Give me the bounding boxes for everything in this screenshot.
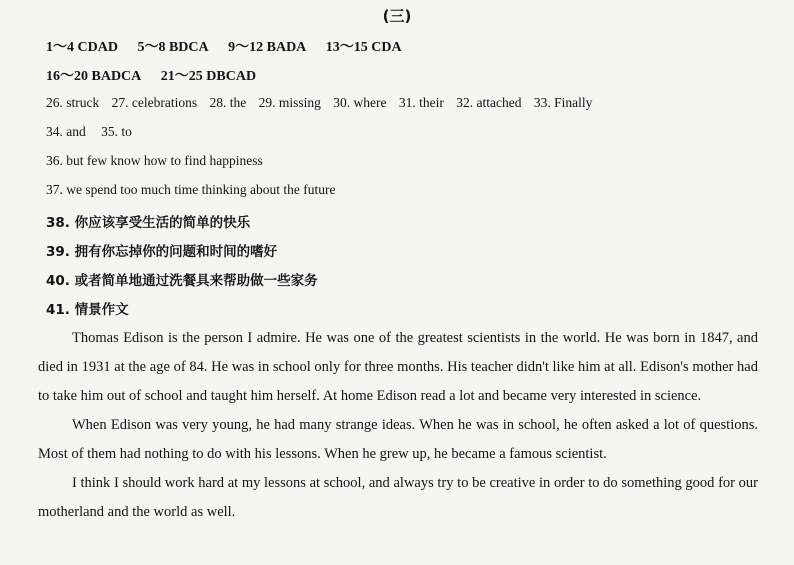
fill-row-2 <box>46 124 148 140</box>
fill-answer: 28. the <box>209 95 247 110</box>
fill-answer: 33. Finally <box>533 95 593 110</box>
fill-answer: 26. struck <box>46 95 100 110</box>
fill-answer: 29. missing <box>258 95 321 110</box>
essay-paragraph-3: I think I should work hard at my lessons at school, and always try to be creative in order to do something good for our motherland and the world as well. <box>38 475 758 520</box>
fill-row-1 <box>46 95 592 111</box>
essay-paragraph-1: Thomas Edison is the person I admire. He was one of the greatest scientists in the world. He was born in 1847, and died in 1931 at the age of 84. He was in school only for three months. His teacher didn't like him at all. Edison's mother had to take him out of school and taught him herself. At home Edison read a lot and became very interested in science. <box>38 330 758 404</box>
essay-paragraph-2: When Edison was very young, he had many strange ideas. When he was in school, he often asked a lot of questions. Most of them had nothing to do with his lessons. When he grew up, he became a famous scientist. <box>38 417 758 462</box>
answer-group: 5～8 BDCA <box>137 40 209 55</box>
fill-answer: 35. to <box>101 124 132 139</box>
item-40: 40. 或者简单地通过洗餐具来帮助做一些家务 <box>46 273 318 289</box>
item-37: 37. we spend too much time thinking about the future <box>46 182 336 197</box>
fill-answer: 31. their <box>398 95 444 110</box>
fill-answer: 27. celebrations <box>111 95 198 110</box>
answer-group: 16～20 BADCA <box>46 69 142 84</box>
answers-row-1 <box>46 36 418 56</box>
answer-group: 21～25 DBCAD <box>160 69 257 84</box>
item-41: 41. 情景作文 <box>46 302 129 318</box>
fill-answer: 32. attached <box>456 95 522 110</box>
item-38: 38. 你应该享受生活的简单的快乐 <box>46 215 251 231</box>
section-heading: (三) <box>382 7 412 25</box>
fill-answer: 34. and <box>46 124 86 139</box>
fill-answer: 30. where <box>333 95 387 110</box>
item-36: 36. but few know how to find happiness <box>46 153 263 168</box>
answers-row-2 <box>46 65 272 85</box>
answer-group: 1～4 CDAD <box>46 40 118 55</box>
item-39: 39. 拥有你忘掉你的问题和时间的嗜好 <box>46 244 278 260</box>
essay <box>38 324 758 527</box>
answer-group: 13～15 CDA <box>325 40 402 55</box>
answer-group: 9～12 BADA <box>228 40 307 55</box>
